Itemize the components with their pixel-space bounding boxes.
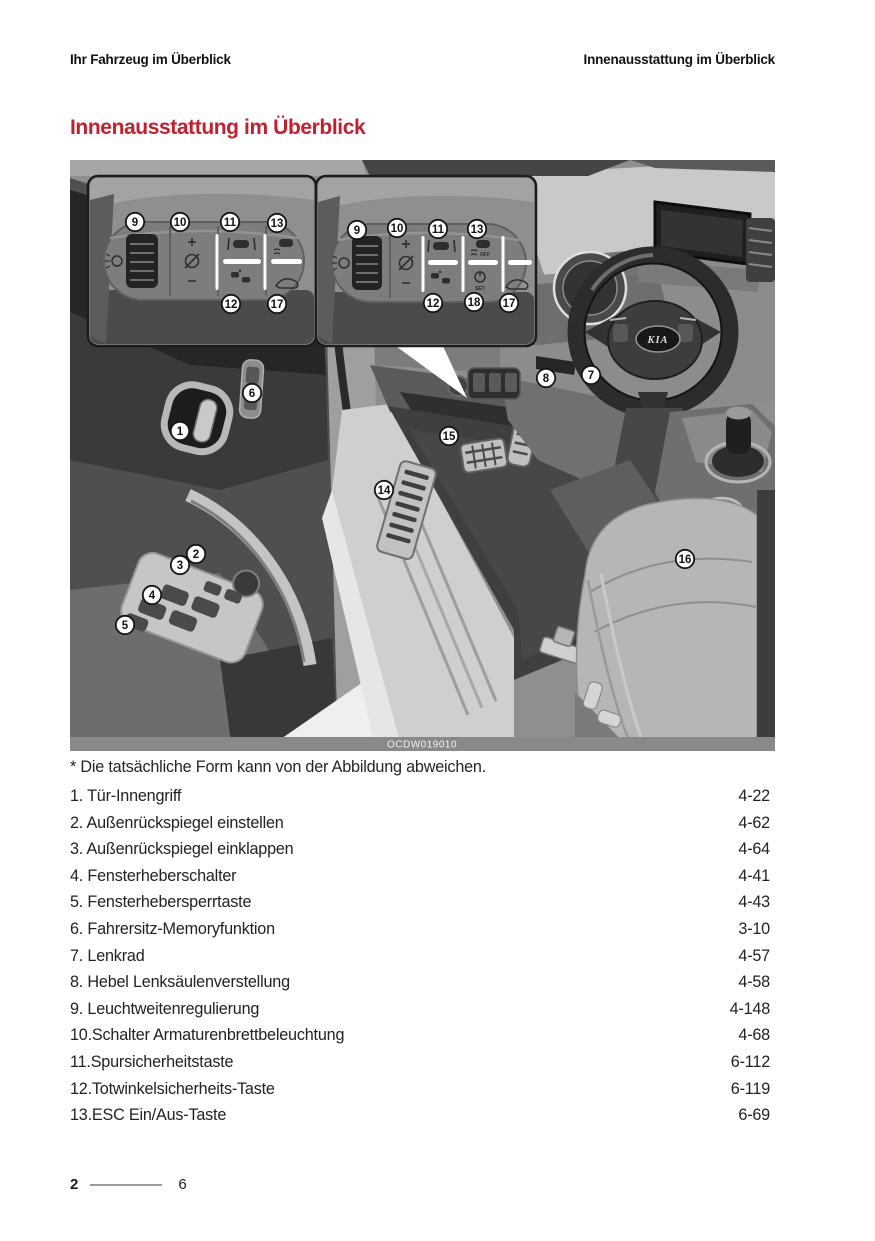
svg-text:14: 14 [377,485,391,497]
svg-text:2: 2 [192,549,200,561]
svg-text:17: 17 [270,299,284,311]
list-item [70,1080,770,1107]
list-item-page-ref: 4-57 [738,946,770,965]
list-item-label: 1. Tür-Innengriff [70,787,182,805]
brake-pedal [460,438,508,474]
svg-text:3: 3 [176,560,184,572]
svg-text:4: 4 [148,590,156,602]
svg-text:8: 8 [542,373,550,385]
svg-text:11: 11 [223,217,237,229]
callout-3 [171,556,189,574]
list-item-page-ref: 4-148 [729,999,770,1018]
footer-rule [90,1184,162,1186]
callout-11 [429,220,447,238]
svg-text:13: 13 [270,218,284,230]
svg-text:17: 17 [502,298,516,310]
list-item-page-ref: 4-68 [738,1026,770,1045]
list-item [70,787,770,814]
callout-10 [171,213,189,231]
list-item-label: 6. Fahrersitz-Memoryfunktion [70,919,275,938]
callout-9 [348,221,366,239]
svg-text:11: 11 [431,224,445,236]
callout-8 [537,369,555,387]
callout-6 [243,384,261,402]
air-vent [746,218,775,282]
set-label: SET [475,286,485,292]
list-item-label: 5. Fensterhebersperrtaste [70,893,252,912]
page-title: Innenausstattung im Überblick [70,116,366,139]
list-item [70,1026,770,1053]
callout-13 [268,214,286,232]
interior-overview-illustration [70,160,775,751]
svg-text:6: 6 [248,388,256,400]
chapter-number: 2 [70,1176,79,1193]
svg-text:10: 10 [390,223,404,235]
brand-logo-text: KIA [647,335,669,346]
svg-text:18: 18 [467,297,481,309]
list-item [70,920,770,947]
callout-2 [187,545,205,563]
legend-list [70,787,770,1133]
svg-text:16: 16 [678,554,692,566]
callout-16 [676,550,694,568]
list-item-page-ref: 4-41 [738,866,770,885]
callout-12 [424,294,442,312]
list-item-label: 7. Lenkrad [70,946,145,965]
list-item-label: 2. Außenrückspiegel einstellen [70,813,284,832]
list-item [70,1106,770,1133]
list-item-page-ref: 6-112 [730,1052,770,1071]
svg-text:13: 13 [470,224,484,236]
svg-text:12: 12 [224,299,238,311]
list-item-label: 4. Fensterheberschalter [70,866,237,885]
callout-17 [500,294,518,312]
callout-4 [143,586,161,604]
callout-9 [126,213,144,231]
running-header-right: Innenausstattung im Überblick [583,52,775,67]
list-item [70,1053,770,1080]
callout-12 [222,295,240,313]
svg-text:12: 12 [426,298,440,310]
list-item-page-ref: 3-10 [738,919,770,938]
callout-5 [116,616,134,634]
power-set-icon [475,271,485,292]
list-item-label: 3. Außenrückspiegel einklappen [70,840,294,859]
list-item [70,947,770,974]
list-item [70,1000,770,1027]
list-item-page-ref: 4-58 [738,973,770,992]
figure-note: * Die tatsächliche Form kann von der Abbildung abweichen. [70,758,487,776]
list-item [70,814,770,841]
list-item [70,973,770,1000]
interior-overview-figure [70,160,775,751]
running-header [70,52,775,67]
callout-17 [268,295,286,313]
esc-off-label: OFF [480,252,490,258]
list-item-label: 8. Hebel Lenksäulenverstellung [70,973,290,992]
svg-text:5: 5 [121,620,129,632]
running-header-left: Ihr Fahrzeug im Überblick [70,52,231,67]
list-item-page-ref: 6-69 [738,1106,770,1125]
callout-10 [388,219,406,237]
list-item-label: 10.Schalter Armaturenbrettbeleuchtung [70,1026,345,1045]
list-item-label: 9. Leuchtweitenregulierung [70,999,260,1018]
list-item-page-ref: 6-119 [730,1079,770,1098]
svg-text:7: 7 [587,370,595,382]
callout-14 [375,481,393,499]
inset-switch-panel-right [316,176,536,346]
page-number: 6 [178,1176,187,1193]
svg-text:9: 9 [353,225,361,237]
list-item [70,893,770,920]
callout-15 [440,427,458,445]
list-item-page-ref: 4-64 [738,840,770,859]
callout-18 [465,293,483,311]
svg-text:1: 1 [176,426,184,438]
list-item-page-ref: 4-43 [738,893,770,912]
list-item-label: 13.ESC Ein/Aus-Taste [70,1106,227,1125]
inset-switch-panel-left [88,176,316,346]
list-item-page-ref: 4-62 [738,813,770,832]
list-item-page-ref: 4-22 [738,787,770,805]
figure-caption: OCDW019010 [386,739,458,751]
svg-text:15: 15 [442,431,456,443]
svg-text:10: 10 [173,217,187,229]
callout-7 [582,366,600,384]
svg-text:9: 9 [131,217,139,229]
page-footer [70,1176,187,1193]
list-item [70,840,770,867]
list-item [70,867,770,894]
callout-1 [171,422,189,440]
callout-11 [221,213,239,231]
list-item-label: 12.Totwinkelsicherheits-Taste [70,1079,275,1098]
callout-13 [468,220,486,238]
list-item-label: 11.Spursicherheitstaste [70,1052,234,1071]
